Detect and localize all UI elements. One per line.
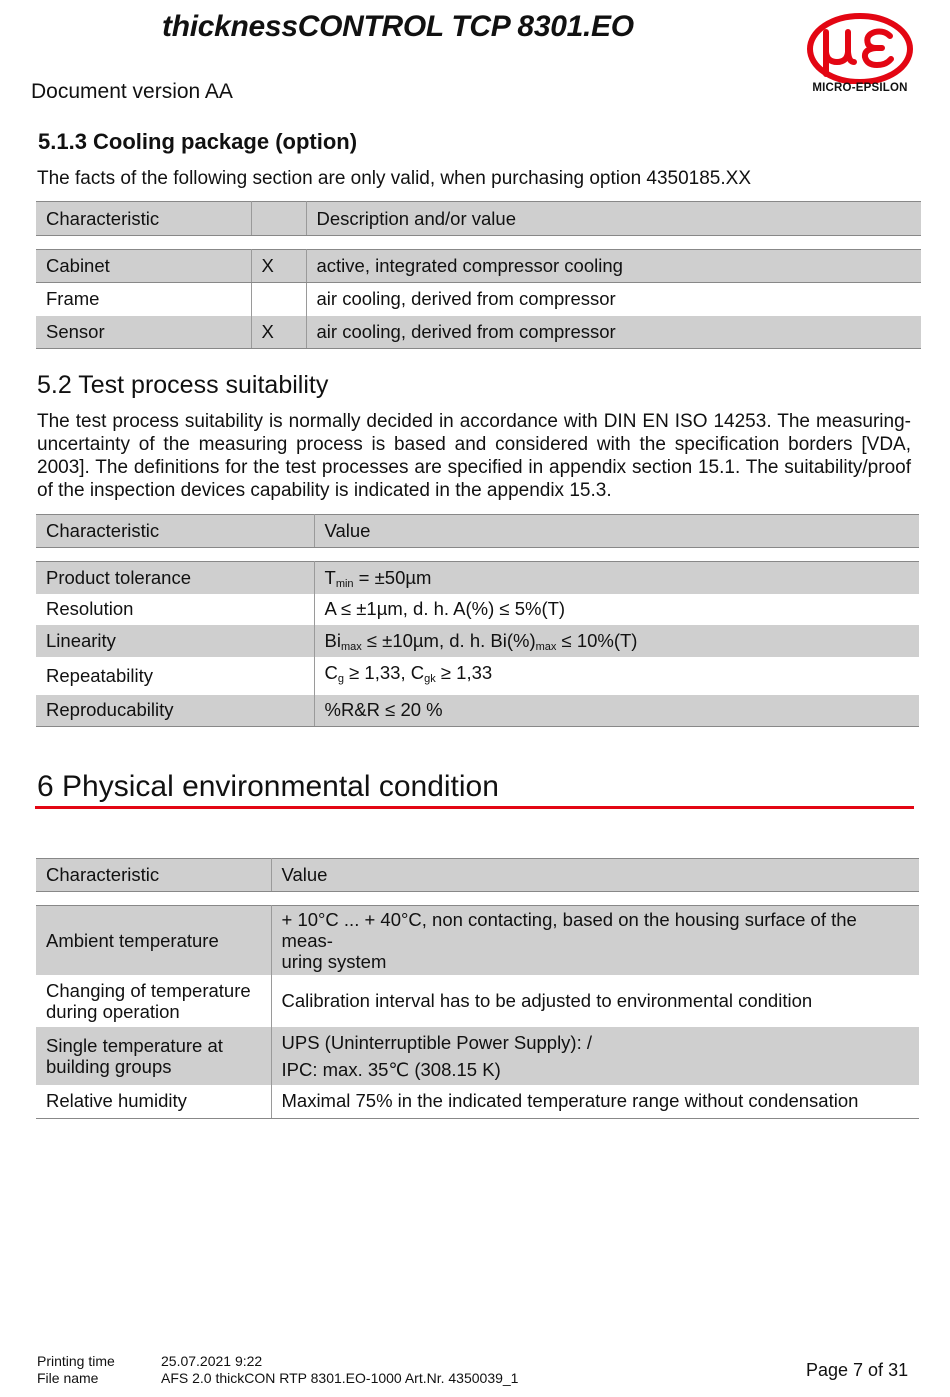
cell-value: $C_g \ge 1,33$, $C_{gk} \ge 1,33$ [324, 661, 493, 685]
table-row [36, 695, 919, 727]
cell-characteristic: Product tolerance [36, 562, 314, 594]
document-title: thicknessCONTROL TCP 8301.EO [162, 10, 634, 43]
cell-characteristic: Relative humidity [36, 1085, 271, 1118]
cell-mark: X [251, 250, 306, 283]
page-number: Page 7 of 31 [806, 1360, 909, 1380]
cell-value: + 10°C ... + 40°C, non contacting, based on the housing surface of the meas- uring system [271, 906, 919, 976]
file-name-value: AFS 2.0 thickCON RTP 8301.EO-1000 Art.Nr. 4350039_1 [161, 1370, 519, 1386]
header-mark [251, 202, 306, 236]
header-characteristic: Characteristic [36, 202, 251, 236]
cooling-package-table [36, 201, 921, 349]
cell-mark [251, 283, 306, 316]
header-value: Value [271, 859, 919, 892]
table-row [36, 1027, 919, 1085]
cell-value: air cooling, derived from compressor [306, 316, 921, 349]
test-process-table [36, 514, 919, 727]
cell-characteristic: Sensor [36, 316, 251, 349]
section-6-heading: 6 Physical environmental condition [37, 770, 499, 803]
cell-value: Maximal 75% in the indicated temperature range without condensation [271, 1085, 919, 1118]
table-row [36, 316, 921, 349]
cell-mark: X [251, 316, 306, 349]
environmental-table [36, 858, 919, 1119]
section-6-rule [35, 806, 914, 809]
mu-epsilon-logo-icon [804, 12, 916, 84]
cell-characteristic: Cabinet [36, 250, 251, 283]
cell-characteristic: Resolution [36, 594, 314, 625]
cell-value: active, integrated compressor cooling [306, 250, 921, 283]
cell-value: $Bi_{max} \le \pm 10\mu m$, d. h. $Bi(\%)_{max} \le 10\%(T)$ [314, 625, 919, 657]
table-row [36, 975, 919, 1027]
table-row [36, 625, 919, 657]
cell-value: %R&R ≤ 20 % [314, 695, 919, 727]
footer-values [161, 1353, 518, 1387]
cell-characteristic: Linearity [36, 625, 314, 657]
cell-value: UPS (Uninterruptible Power Supply): / IPC: max. 35℃ (308.15 K) [271, 1027, 919, 1085]
footer-labels [37, 1353, 115, 1387]
table-header-row [36, 859, 919, 892]
table-row [36, 1085, 919, 1118]
micro-epsilon-logo [804, 12, 916, 98]
cell-value: Calibration interval has to be adjusted to environmental condition [281, 990, 813, 1011]
header-characteristic: Characteristic [36, 859, 271, 892]
section-5-2-heading: 5.2 Test process suitability [37, 371, 329, 399]
header-description: Description and/or value [306, 202, 921, 236]
table-row [36, 657, 919, 695]
cell-characteristic: Changing of temperature during operation [36, 975, 271, 1027]
cell-value: air cooling, derived from compressor [316, 288, 616, 310]
file-name-label: File name [37, 1370, 99, 1386]
section-5-1-3-heading: 5.1.3 Cooling package (option) [38, 129, 358, 154]
cell-characteristic: Frame [36, 283, 251, 316]
cell-characteristic: Single temperature at building groups [36, 1027, 271, 1085]
section-5-2-paragraph: The test process suitability is normally decided in accordance with DIN EN ISO 14253. The measuring-uncertainty of the measuring process is based and considered with the specification borders [VDA, 2003]. The definitions for the test processes are specified in appendix section 15.1. The suitability/proof of the inspection devices capability is indicated in the appendix 15.3. [37, 411, 911, 501]
document-version: Document version AA [31, 80, 233, 103]
cell-characteristic: Repeatability [36, 657, 314, 695]
cell-characteristic: Ambient temperature [36, 906, 271, 976]
table-row [36, 562, 919, 594]
cell-value: A ≤ ±1µm, d. h. A(%) ≤ 5%(T) [324, 598, 566, 619]
table-row [36, 906, 919, 976]
table-row [36, 250, 921, 283]
cell-characteristic: Reproducability [36, 695, 314, 727]
table-header-row [36, 202, 921, 236]
header-characteristic: Characteristic [36, 515, 314, 548]
table-header-row [36, 515, 919, 548]
table-row [36, 594, 919, 625]
table-row [36, 283, 921, 316]
printing-time-label: Printing time [37, 1353, 115, 1369]
header-value: Value [314, 515, 919, 548]
printing-time-value: 25.07.2021 9:22 [161, 1353, 263, 1369]
logo-wordmark: MICRO-EPSILON [812, 82, 908, 94]
cell-value: $T_{min} = \pm 50\mu m$ [314, 562, 919, 594]
section-5-1-3-intro: The facts of the following section are only valid, when purchasing option 4350185.XX [37, 168, 752, 189]
